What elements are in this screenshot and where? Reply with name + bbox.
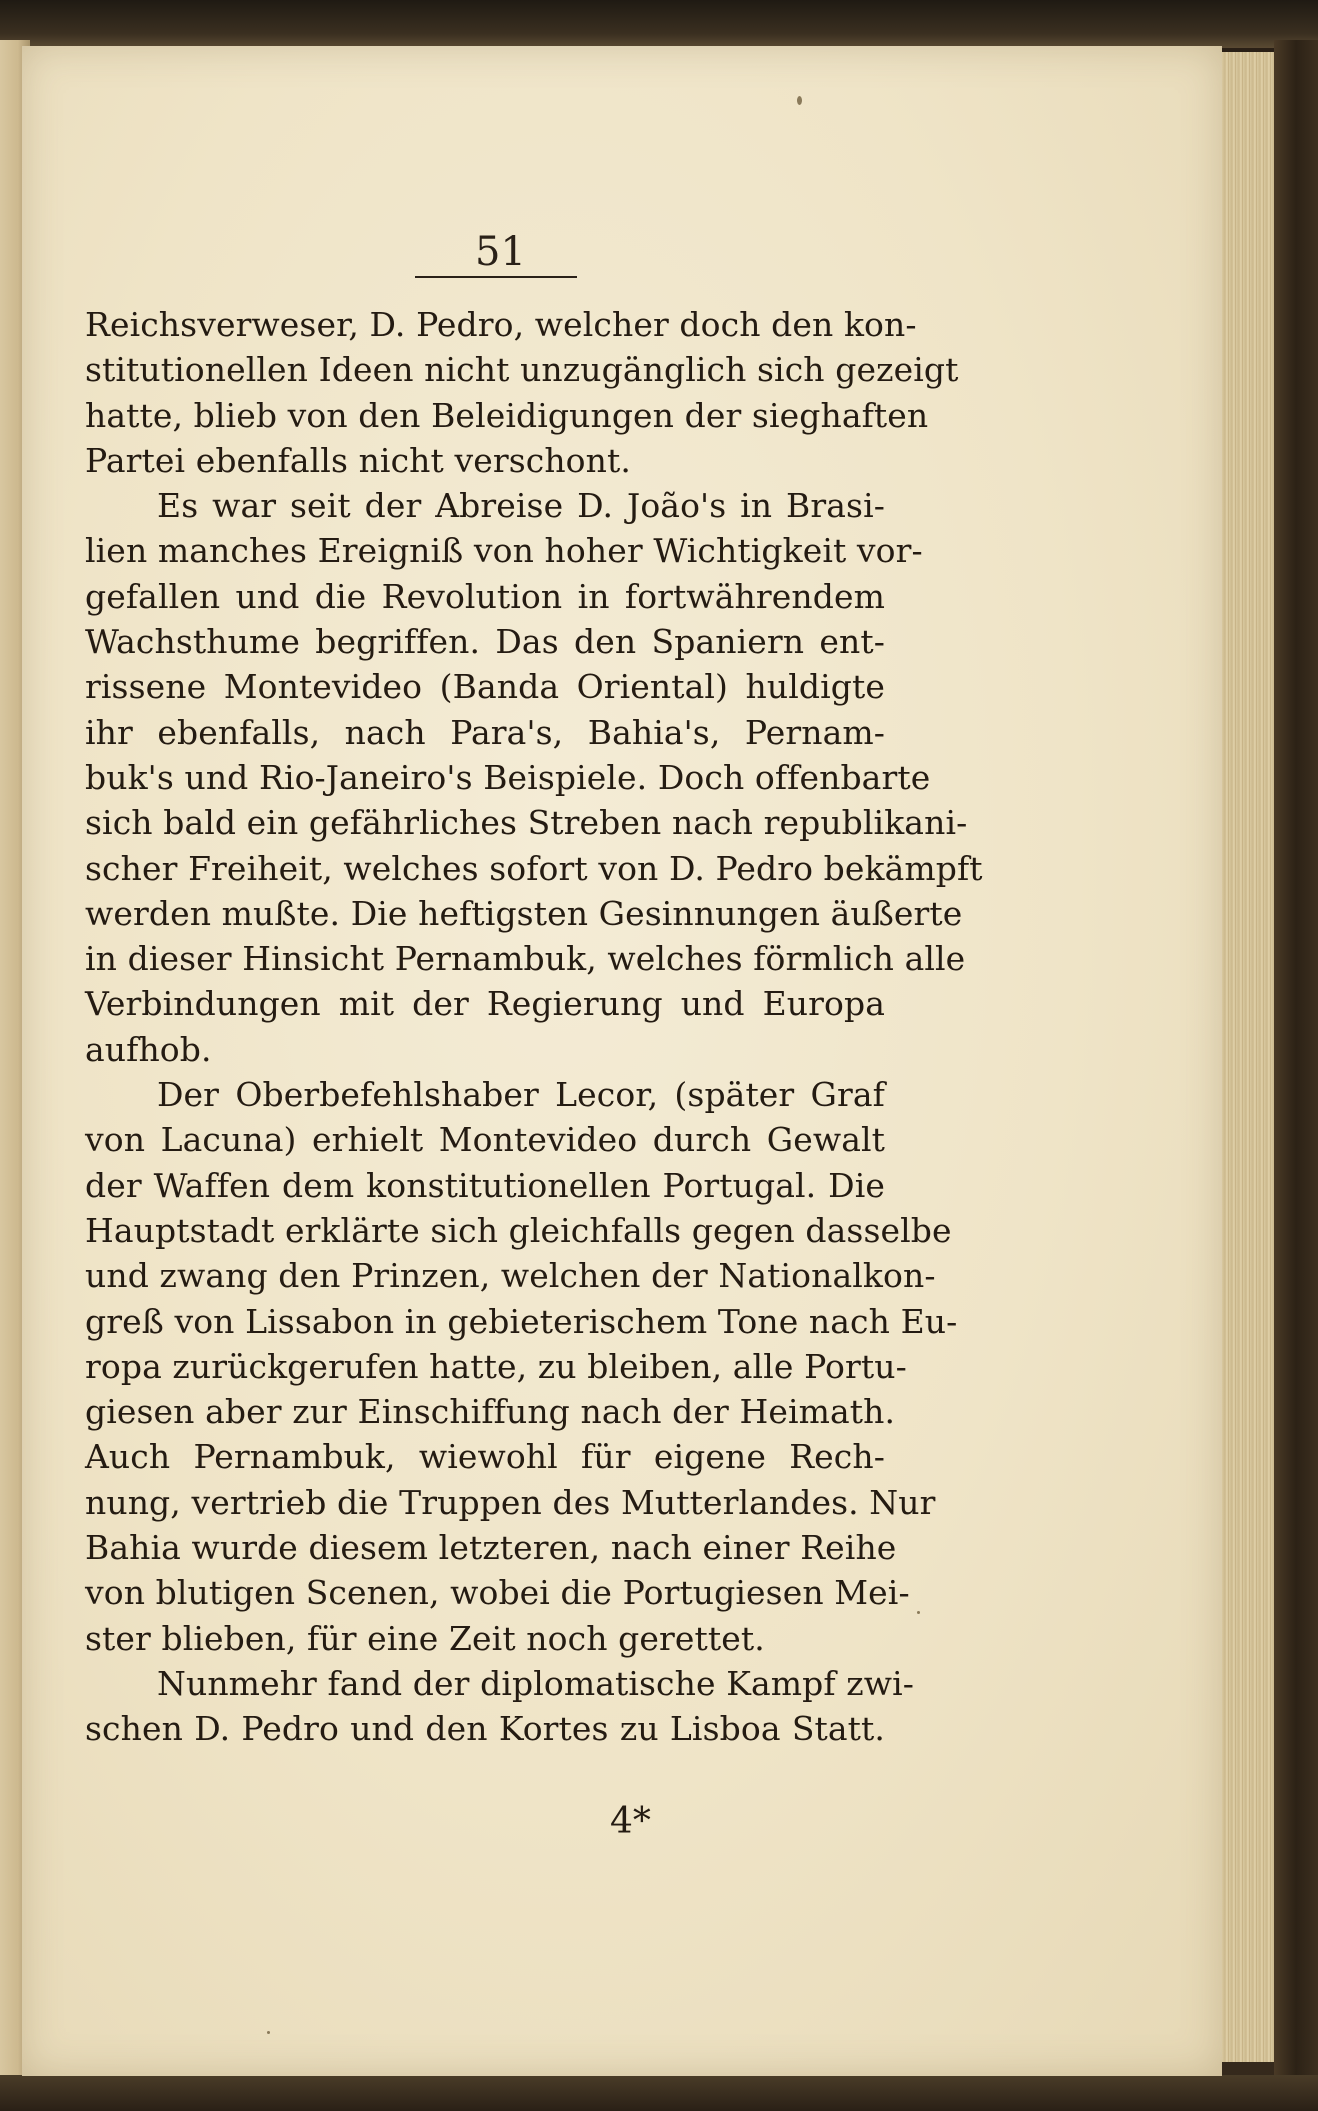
text-line: giesen aber zur Einschiffung nach der Heimath.	[85, 1392, 896, 1432]
text-line: ropa zurückgerufen hatte, zu bleiben, alle Portu-	[85, 1346, 907, 1386]
paper-speck	[917, 1611, 920, 1614]
text-line: Verbindungen mit der Regierung und Europa	[85, 984, 885, 1024]
text-line: aufhob.	[85, 1029, 212, 1069]
text-line: sich bald ein gefährliches Streben nach republikani-	[85, 803, 968, 843]
text-line: hatte, blieb von den Beleidigungen der sieghaften	[85, 395, 929, 435]
book-bottom-edge	[0, 2075, 1318, 2111]
text-line: scher Freiheit, welches sofort von D. Pedro bekämpft	[85, 848, 983, 888]
text-line: ster blieben, für eine Zeit noch gerettet.	[85, 1618, 765, 1658]
text-line: greß von Lissabon in gebieterischem Tone nach Eu-	[85, 1301, 958, 1341]
text-line: buk's und Rio-Janeiro's Beispiele. Doch offenbarte	[85, 757, 931, 797]
text-line: Reichsverweser, D. Pedro, welcher doch den kon-	[85, 305, 917, 344]
text-line: nung, vertrieb die Truppen des Mutterlandes. Nur	[85, 1482, 936, 1522]
text-line: Bahia wurde diesem letzteren, nach einer Reihe	[85, 1528, 897, 1568]
signature-mark: 4*	[610, 1801, 651, 1842]
text-line: Es war seit der Abreise D. João's in Brasi-	[157, 486, 885, 526]
text-line: Auch Pernambuk, wiewohl für eigene Rech-	[85, 1437, 885, 1477]
header-rule	[415, 276, 577, 278]
text-line: Nunmehr fand der diplomatische Kampf zwi-	[157, 1663, 914, 1703]
text-line: schen D. Pedro und den Kortes zu Lisboa Statt.	[85, 1709, 885, 1749]
text-line: lien manches Ereigniß von hoher Wichtigkeit vor-	[85, 531, 923, 571]
text-line: von blutigen Scenen, wobei die Portugiesen Mei-	[85, 1573, 910, 1613]
text-line: ihr ebenfalls, nach Para's, Bahia's, Pernam-	[85, 712, 885, 752]
page-stack-edge	[1222, 52, 1274, 2062]
text-line: Hauptstadt erklärte sich gleichfalls gegen dasselbe	[85, 1210, 952, 1250]
body-text	[85, 302, 983, 1752]
paper-speck	[797, 96, 802, 105]
text-line: stitutionellen Ideen nicht unzugänglich sich gezeigt	[85, 350, 959, 390]
text-line: von Lacuna) erhielt Montevideo durch Gewalt	[85, 1120, 885, 1160]
text-line: rissene Montevideo (Banda Oriental) huldigte	[85, 667, 885, 707]
paper-speck	[267, 2031, 270, 2034]
page-number: 51	[475, 229, 526, 275]
text-line: gefallen und die Revolution in fortwährendem	[85, 576, 885, 616]
book-top-edge	[0, 0, 1318, 48]
text-line: Der Oberbefehlshaber Lecor, (später Graf	[157, 1075, 885, 1115]
text-line: werden mußte. Die heftigsten Gesinnungen äußerte	[85, 893, 963, 933]
text-line: der Waffen dem konstitutionellen Portugal. Die	[85, 1165, 885, 1205]
text-line: Wachsthume begriffen. Das den Spaniern ent-	[85, 622, 885, 662]
book-cover-edge	[1274, 40, 1318, 2080]
text-line: in dieser Hinsicht Pernambuk, welches förmlich alle	[85, 939, 966, 979]
text-line: Partei ebenfalls nicht verschont.	[85, 440, 631, 480]
text-line: und zwang den Prinzen, welchen der Nationalkon-	[85, 1256, 936, 1296]
